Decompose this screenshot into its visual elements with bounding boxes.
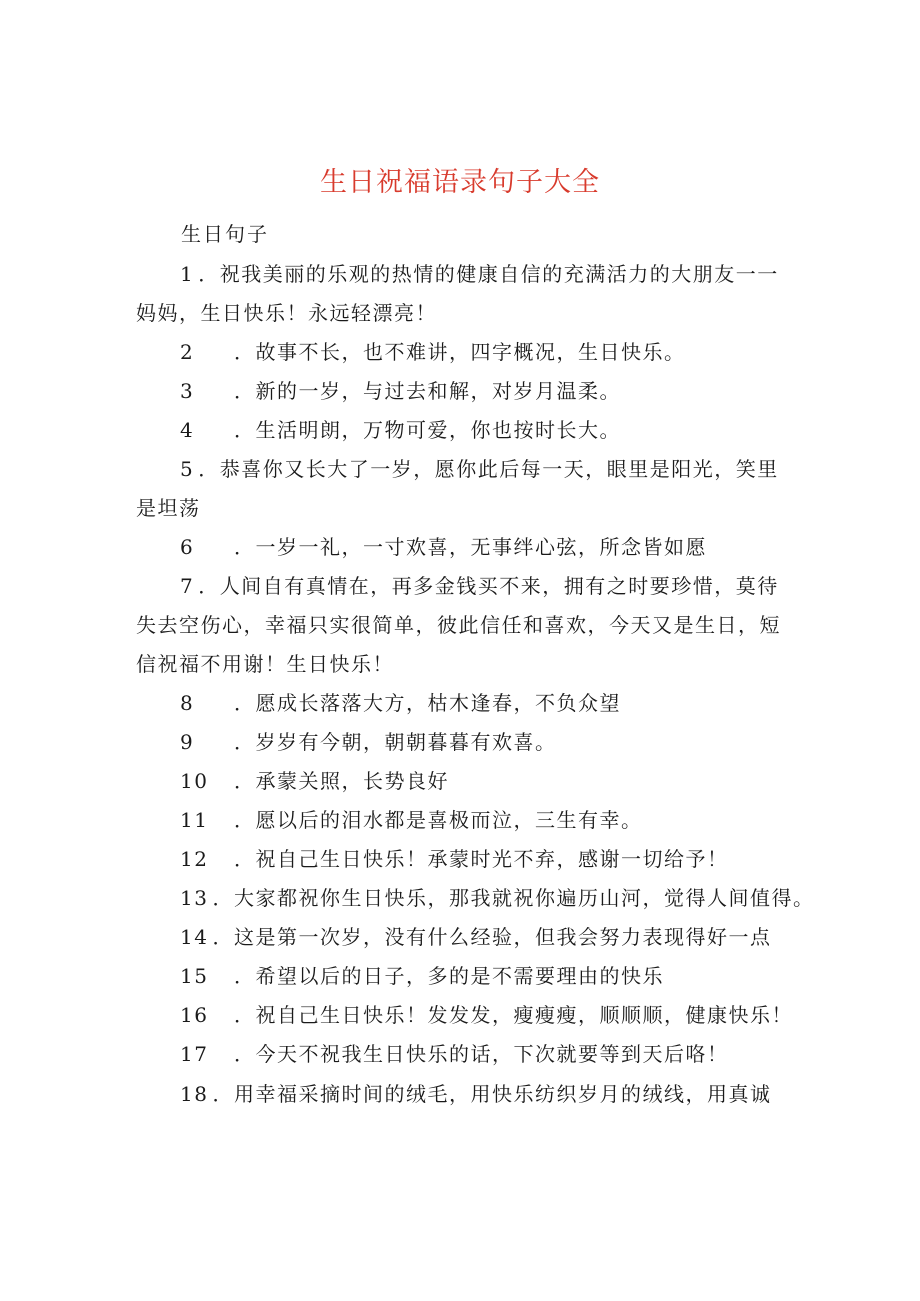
item-number: 12 [180, 847, 209, 871]
item-text: 是坦荡 [136, 496, 201, 520]
item-text: ．承蒙关照，长势良好 [234, 769, 449, 793]
list-item [136, 1075, 796, 1114]
item-number: 15 [180, 964, 209, 988]
item-text: ．愿成长落落大方，枯木逢春，不负众望 [234, 691, 621, 715]
item-text: ．生活明朗，万物可爱，你也按时长大。 [234, 418, 621, 442]
list-item [136, 1035, 796, 1074]
item-number: 9 [180, 730, 195, 754]
item-number: 10 [180, 769, 209, 793]
list-item [136, 411, 796, 450]
item-number: 14 [180, 925, 209, 949]
item-text: ．岁岁有今朝，朝朝暮暮有欢喜。 [234, 730, 557, 754]
item-text: 妈妈，生日快乐！永远轻漂亮！ [136, 301, 437, 325]
section-heading: 生日句子 [181, 222, 269, 246]
item-number: 8 [180, 691, 195, 715]
item-text: ．用幸福采摘时间的绒毛，用快乐纺织岁月的绒线，用真诚 [212, 1082, 772, 1106]
item-number: 13 [180, 886, 209, 910]
list-item [136, 255, 796, 333]
item-number: 5 [180, 457, 195, 481]
item-number: 7 [180, 574, 195, 598]
list-item [136, 567, 796, 684]
list-item [136, 957, 796, 996]
list-item [136, 723, 796, 762]
document-title: 生日祝福语录句子大全 [320, 167, 600, 198]
list-item [136, 996, 796, 1035]
item-text: ．希望以后的日子，多的是不需要理由的快乐 [234, 964, 664, 988]
item-text: ．一岁一礼，一寸欢喜，无事绊心弦，所念皆如愿 [234, 535, 707, 559]
list-item [136, 801, 796, 840]
item-text: ．人间自有真情在，再多金钱买不来，拥有之时要珍惜，莫待 [198, 574, 779, 598]
item-text: ．恭喜你又长大了一岁，愿你此后每一天，眼里是阳光，笑里 [198, 457, 779, 481]
list-item [136, 918, 796, 957]
list-item [136, 450, 796, 528]
item-number: 18 [180, 1082, 209, 1106]
list-item [136, 840, 796, 879]
list-item [136, 333, 796, 372]
item-number: 1 [180, 262, 195, 286]
item-number: 11 [180, 808, 209, 832]
item-text: 失去空伤心，幸福只实很简单，彼此信任和喜欢，今天又是生日，短 [136, 613, 781, 637]
item-text: ．今天不祝我生日快乐的话，下次就要等到天后咯！ [234, 1042, 729, 1066]
list-item [136, 528, 796, 567]
item-text: ．这是第一次岁，没有什么经验，但我会努力表现得好一点 [212, 925, 772, 949]
list-item [136, 684, 796, 723]
item-text: ．故事不长，也不难讲，四字概况，生日快乐。 [234, 340, 686, 364]
item-number: 16 [180, 1003, 209, 1027]
item-text: ．祝我美丽的乐观的热情的健康自信的充满活力的大朋友一一 [198, 262, 779, 286]
item-text: ．愿以后的泪水都是喜极而泣，三生有幸。 [234, 808, 643, 832]
item-text: ．新的一岁，与过去和解，对岁月温柔。 [234, 379, 621, 403]
item-number: 3 [180, 379, 195, 403]
item-number: 6 [180, 535, 195, 559]
item-text: 信祝福不用谢！生日快乐！ [136, 652, 394, 676]
item-text: ．祝自己生日快乐！发发发，瘦瘦瘦，顺顺顺，健康快乐！ [234, 1003, 793, 1027]
list-item [136, 372, 796, 411]
list-item [136, 762, 796, 801]
item-number: 17 [180, 1042, 209, 1066]
list-item [136, 879, 815, 918]
item-text: ．祝自己生日快乐！承蒙时光不弃，感谢一切给予！ [234, 847, 729, 871]
item-number: 4 [180, 418, 195, 442]
item-number: 2 [180, 340, 195, 364]
item-text: ．大家都祝你生日快乐，那我就祝你遍历山河，觉得人间值得。 [212, 886, 815, 910]
